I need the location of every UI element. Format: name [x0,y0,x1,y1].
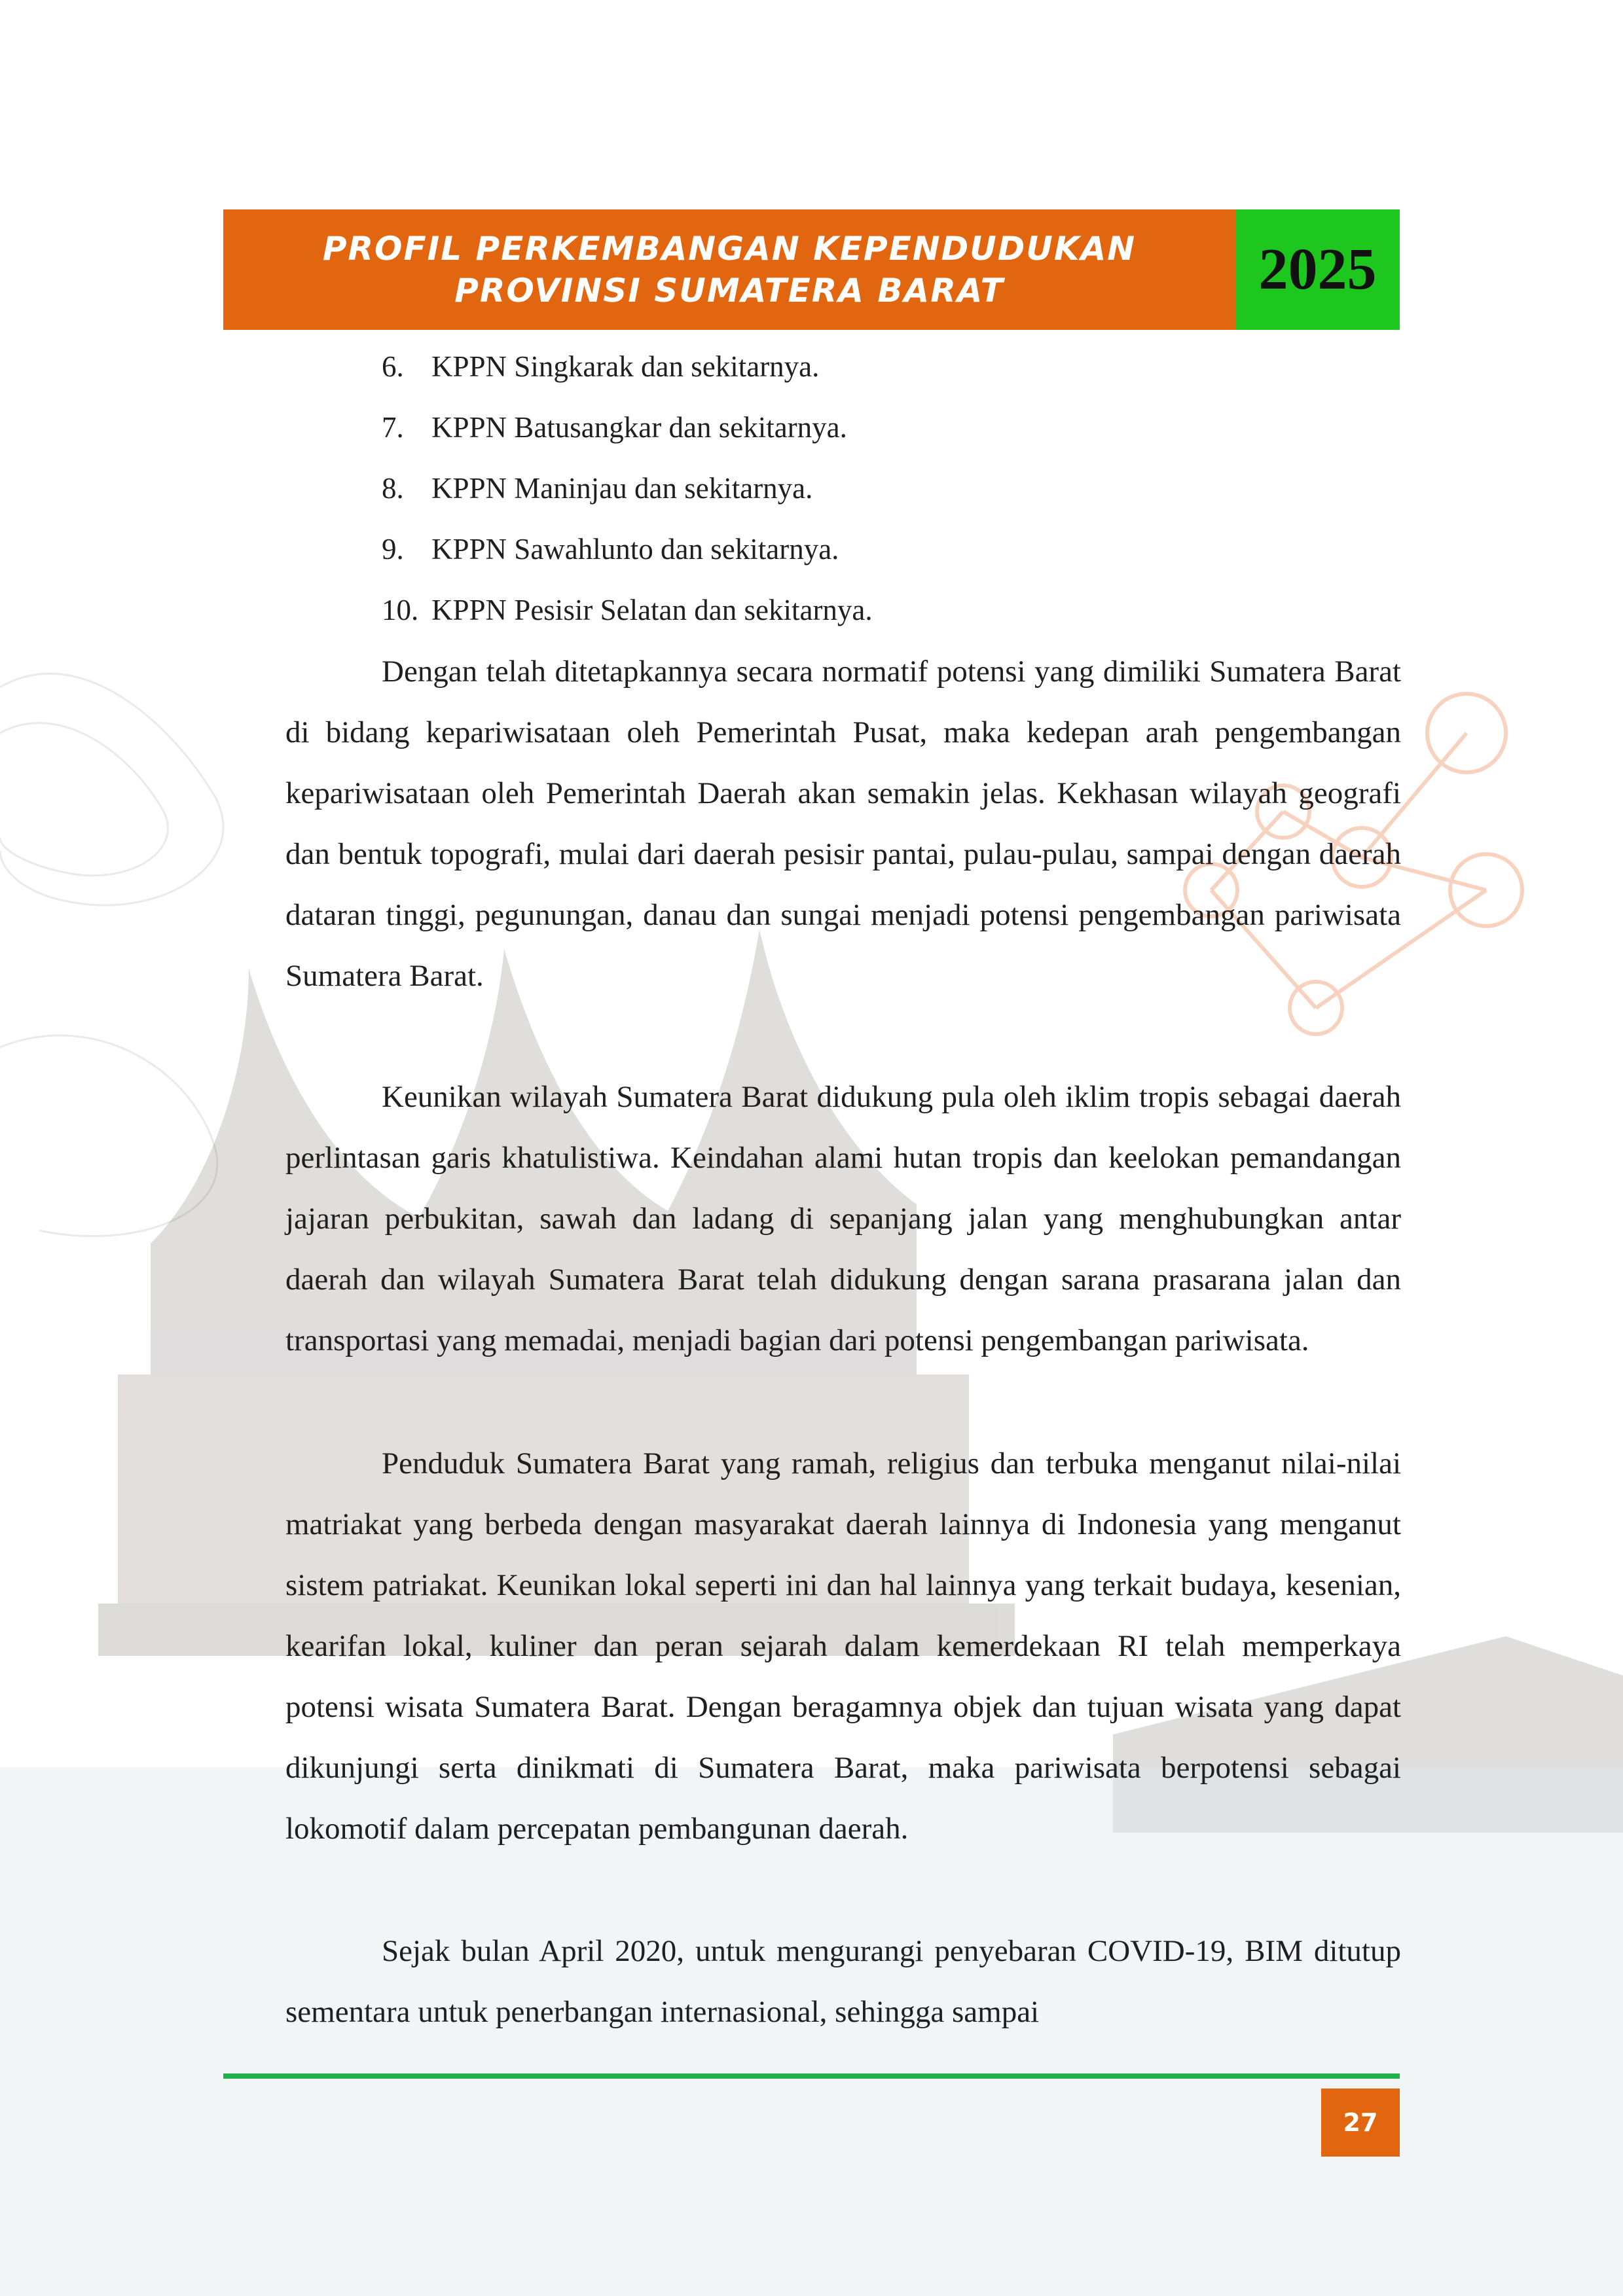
page-number-badge [1321,2089,1400,2157]
list-item-text: KPPN Pesisir Selatan dan sekitarnya. [431,594,873,626]
paragraph: Sejak bulan April 2020, untuk mengurangi penyebaran COVID-19, BIM ditutup sementara untuk penerbangan internasional, sehingga sampai [285,1934,1401,2029]
list-item [382,408,1429,447]
header-title-line1: PROFIL PERKEMBANGAN KEPENDUDUKAN [322,230,1137,268]
list-item-text: KPPN Sawahlunto dan sekitarnya. [431,533,839,565]
list-item-number: 9. [382,533,404,565]
list-item [382,347,1429,386]
list-item-text: KPPN Singkarak dan sekitarnya. [431,350,820,383]
list-item-text: KPPN Maninjau dan sekitarnya. [431,472,813,505]
year-text: 2025 [1258,237,1377,302]
paragraph: Keunikan wilayah Sumatera Barat didukung pula oleh iklim tropis sebagai daerah perlintasan garis khatulistiwa. Keindahan alami hutan tropis dan keelokan pemandangan jajaran perbukitan, sawah dan ladang di sepanjang jalan yang menghubungkan antar daerah dan wilayah Sumatera Barat telah didukung dengan sarana prasarana jalan dan transportasi yang memadai, menjadi bagian dari potensi pengembangan pariwisata. [285,1080,1401,1357]
list-item-number: 8. [382,472,404,505]
list-item [382,469,1429,508]
list-item-text: KPPN Batusangkar dan sekitarnya. [431,411,847,444]
list-item-number: 10. [382,594,419,626]
paragraph: Penduduk Sumatera Barat yang ramah, religius dan terbuka menganut nilai-nilai matriakat yang berbeda dengan masyarakat daerah lainnya di Indonesia yang menganut sistem patriakat. Keunikan lokal seperti ini dan hal lainnya yang terkait budaya, kesenian, kearifan lokal, kuliner dan peran sejarah dalam kemerdekaan RI telah memperkaya potensi wisata Sumatera Barat. Dengan beragamnya objek dan tujuan wisata yang dapat dikunjungi serta dinikmati di Sumatera Barat, maka pariwisata berpotensi sebagai lokomotif dalam percepatan pembangunan daerah. [285,1446,1401,1846]
header-bar [223,209,1235,330]
header-title [223,228,1235,312]
header-title-line2: PROVINSI SUMATERA BARAT [454,272,1004,310]
list-item-number: 7. [382,411,404,444]
year-badge [1235,209,1400,330]
list-item [382,529,1429,569]
page-number: 27 [1343,2108,1378,2137]
paragraph: Dengan telah ditetapkannya secara normatif potensi yang dimiliki Sumatera Barat di bidang kepariwisataan oleh Pemerintah Pusat, maka kedepan arah pengembangan kepariwisataan oleh Pemerintah Daerah akan semakin jelas. Kekhasan wilayah geografi dan bentuk topografi, mulai dari daerah pesisir pantai, pulau-pulau, sampai dengan daerah dataran tinggi, pegunungan, danau dan sungai menjadi potensi pengembangan pariwisata Sumatera Barat. [285,655,1401,993]
list-item [382,590,1429,630]
footer-divider [223,2073,1400,2079]
list-item-number: 6. [382,350,404,383]
